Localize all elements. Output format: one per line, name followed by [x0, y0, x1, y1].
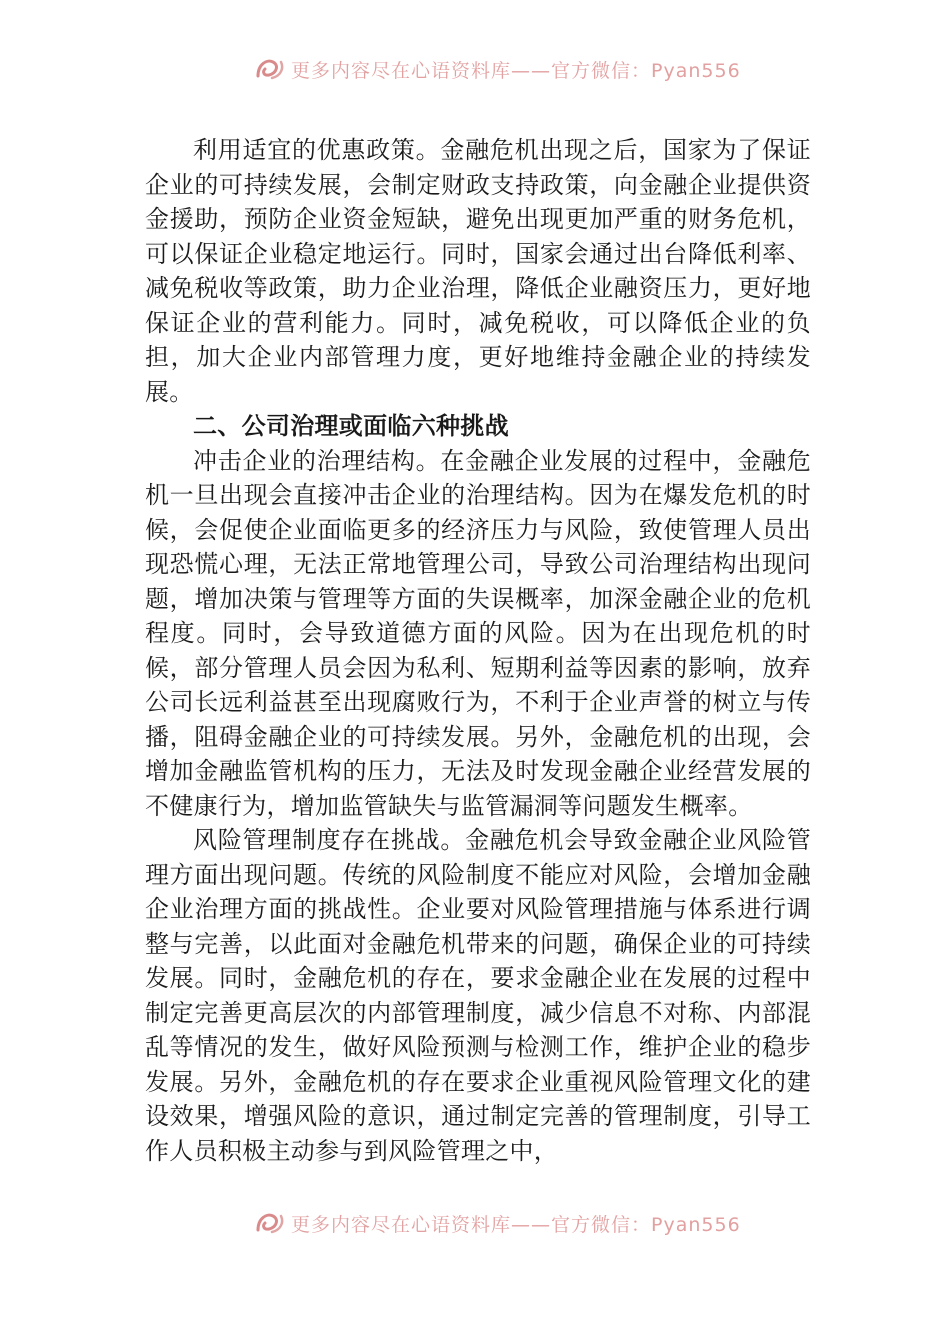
logo-icon — [255, 1210, 285, 1236]
document-body — [145, 133, 811, 1168]
watermark-text: 更多内容尽在心语资料库——官方微信：Pyan556 — [291, 59, 741, 82]
watermark-text: 更多内容尽在心语资料库——官方微信：Pyan556 — [291, 1213, 741, 1236]
paragraph: 风险管理制度存在挑战。金融危机会导致金融企业风险管理方面出现问题。传统的风险制度不能应对风险，会增加金融企业治理方面的挑战性。企业要对风险管理措施与体系进行调整与完善，以此面对金融危机带来的问题，确保企业的可持续发展。同时，金融危机的存在，要求金融企业在发展的过程中制定完善更高层次的内部管理制度，减少信息不对称、内部混乱等情况的发生，做好风险预测与检测工作，维护企业的稳步发展。另外，金融危机的存在要求企业重视风险管理文化的建设效果，增强风险的意识，通过制定完善的管理制度，引导工作人员积极主动参与到风险管理之中， — [145, 826, 811, 1165]
header-watermark — [255, 54, 775, 84]
footer-watermark — [255, 1208, 775, 1238]
paragraph: 利用适宜的优惠政策。金融危机出现之后，国家为了保证企业的可持续发展，会制定财政支持政策，向金融企业提供资金援助，预防企业资金短缺，避免出现更加严重的财务危机，可以保证企业稳定地运行。同时，国家会通过出台降低利率、减免税收等政策，助力企业治理，降低企业融资压力，更好地保证企业的营利能力。同时，减免税收，可以降低企业的负担，加大企业内部管理力度，更好地维持金融企业的持续发展。 — [145, 136, 811, 406]
logo-icon — [255, 56, 285, 82]
paragraph: 冲击企业的治理结构。在金融企业发展的过程中，金融危机一旦出现会直接冲击企业的治理结构。因为在爆发危机的时候，会促使企业面临更多的经济压力与风险，致使管理人员出现恐慌心理，无法正常地管理公司，导致公司治理结构出现问题，增加决策与管理等方面的失误概率，加深金融企业的危机程度。同时，会导致道德方面的风险。因为在出现危机的时候，部分管理人员会因为私利、短期利益等因素的影响，放弃公司长远利益甚至出现腐败行为，不利于企业声誉的树立与传播，阻碍金融企业的可持续发展。另外，金融危机的出现，会增加金融监管机构的压力，无法及时发现金融企业经营发展的不健康行为，增加监管缺失与监管漏洞等问题发生概率。 — [145, 446, 811, 820]
section-heading: 二、公司治理或面临六种挑战 — [193, 412, 509, 440]
